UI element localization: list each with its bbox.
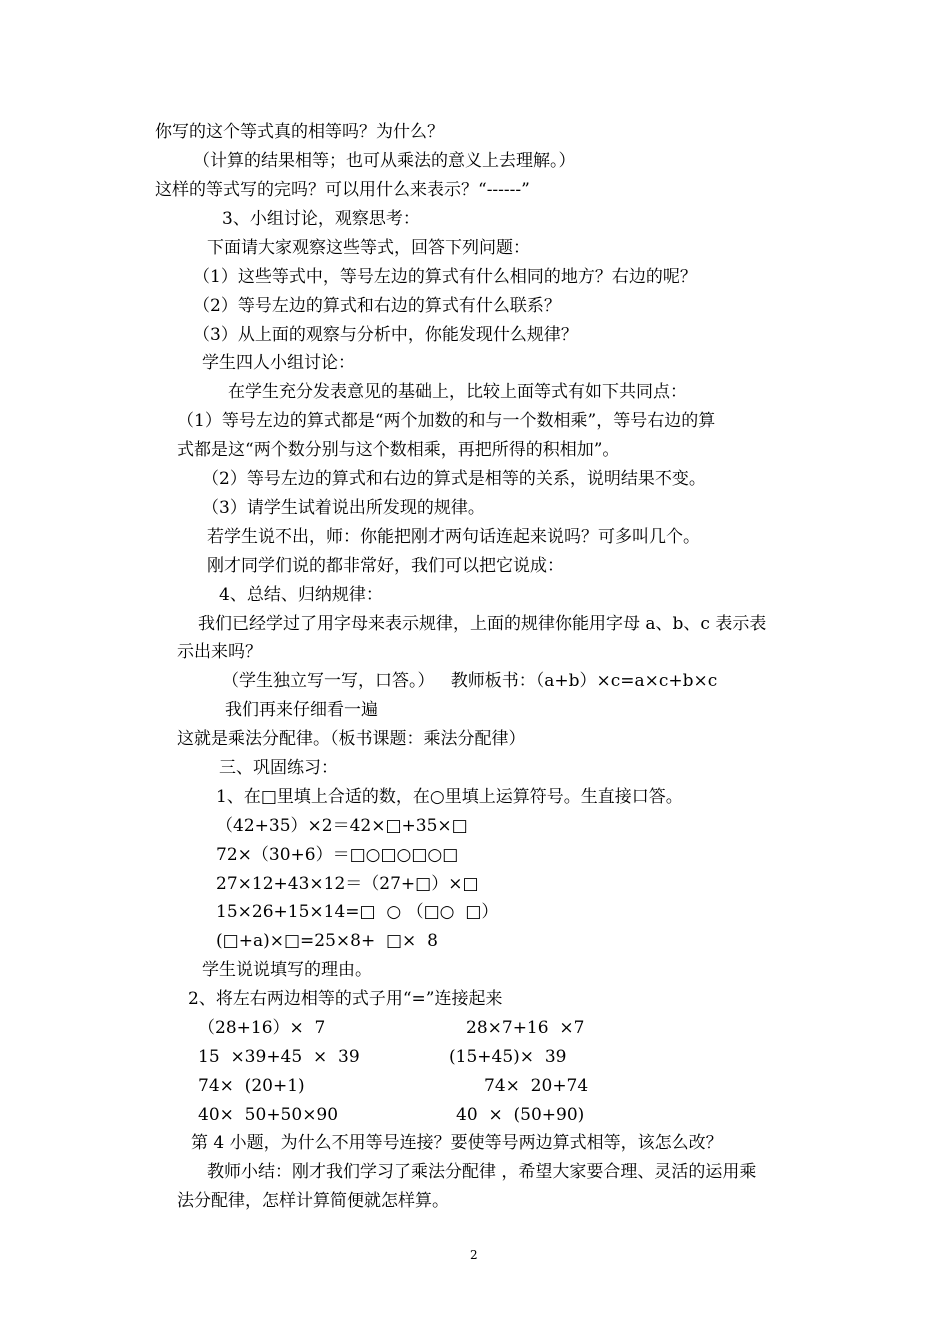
text-line: 刚才同学们说的都非常好，我们可以把它说成：: [207, 556, 564, 576]
text-line: （3）从上面的观察与分析中，你能发现什么规律？: [193, 325, 578, 345]
text-line: （1）等号左边的算式都是“两个加数的和与一个数相乘”，等号右边的算: [177, 411, 716, 431]
text-line: 40 × (50+90): [456, 1105, 585, 1125]
text-line: 教师小结：刚才我们学习了乘法分配律 ，希望大家要合理、灵活的运用乘: [207, 1162, 757, 1182]
text-line: 学生四人小组讨论：: [202, 353, 355, 373]
text-line: （2）等号左边的算式和右边的算式是相等的关系，说明结果不变。: [202, 469, 706, 489]
text-line: 式都是这“两个数分别与这个数相乘，再把所得的积相加”。: [177, 440, 620, 460]
text-line: （42+35）×2＝42×□+35×□: [216, 816, 468, 836]
text-line: 28×7+16 ×7: [466, 1018, 585, 1038]
text-line: 在学生充分发表意见的基础上，比较上面等式有如下共同点：: [228, 382, 687, 402]
text-line: （计算的结果相等；也可从乘法的意义上去理解。）: [193, 151, 576, 171]
text-line: 若学生说不出，师：你能把刚才两句话连起来说吗？可多叫几个。: [207, 527, 700, 547]
text-line: 示出来吗？: [177, 642, 262, 662]
text-line: 27×12+43×12＝（27+□）×□: [216, 874, 479, 894]
text-line: 学生说说填写的理由。: [202, 960, 372, 980]
text-line: 三、巩固练习：: [219, 758, 338, 778]
text-line: 74× 20+74: [484, 1076, 589, 1096]
text-line: （1）这些等式中，等号左边的算式有什么相同的地方？右边的呢？: [193, 267, 697, 287]
text-line: 74× (20+1): [198, 1076, 305, 1096]
text-line: 1、在□里填上合适的数，在○里填上运算符号。生直接口答。: [216, 787, 683, 807]
text-line: 我们再来仔细看一遍: [225, 700, 378, 720]
text-line: (□+a)×□=25×8+ □× 8: [216, 931, 438, 951]
text-line: （2）等号左边的算式和右边的算式有什么联系？: [193, 296, 561, 316]
text-line: 3、小组讨论，观察思考：: [222, 209, 420, 229]
text-line: （学生独立写一写，口答。） 教师板书：（a+b）×c=a×c+b×c: [222, 671, 718, 691]
text-line: 4、总结、归纳规律：: [219, 585, 383, 605]
text-line: 我们已经学过了用字母来表示规律，上面的规律你能用字母 a、b、c 表示表: [198, 614, 767, 634]
text-line: 这样的等式写的完吗？可以用什么来表示？“------”: [155, 180, 530, 200]
text-line: 你写的这个等式真的相等吗？为什么？: [155, 122, 444, 142]
page-number: 2: [470, 1248, 478, 1262]
text-line: 下面请大家观察这些等式，回答下列问题：: [207, 238, 530, 258]
text-line: 2、将左右两边相等的式子用“=”连接起来: [188, 989, 503, 1009]
text-line: (15+45)× 39: [449, 1047, 567, 1067]
text-line: 这就是乘法分配律。（板书课题：乘法分配律）: [177, 729, 526, 749]
text-line: 法分配律，怎样计算简便就怎样算。: [177, 1191, 449, 1211]
text-line: 15×26+15×14=□ ○ （□○ □）: [216, 902, 499, 922]
text-line: （3）请学生试着说出所发现的规律。: [202, 498, 485, 518]
text-line: 第 4 小题，为什么不用等号连接？要使等号两边算式相等，该怎么改？: [191, 1133, 723, 1153]
text-line: 72×（30+6）＝□○□○□○□: [216, 845, 459, 865]
text-line: 15 ×39+45 × 39: [198, 1047, 360, 1067]
text-line: 40× 50+50×90: [198, 1105, 339, 1125]
text-line: （28+16）× 7: [198, 1018, 326, 1038]
